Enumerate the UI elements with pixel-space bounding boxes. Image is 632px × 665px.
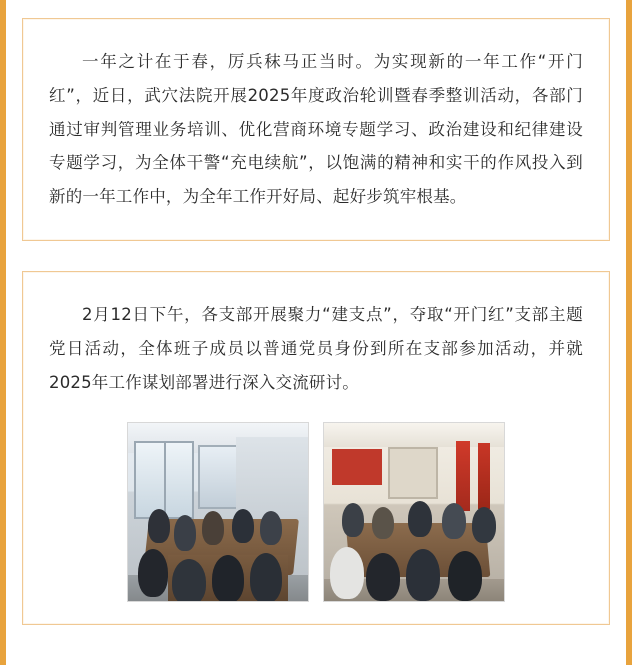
person-figure (260, 511, 282, 545)
person-figure (330, 547, 364, 599)
person-figure (174, 515, 196, 551)
person-figure (406, 549, 440, 601)
photo-meeting-room-1 (127, 422, 309, 602)
page-content (6, 0, 626, 625)
person-figure (202, 511, 224, 545)
window-icon (198, 445, 238, 509)
person-figure (366, 553, 400, 601)
content-card-2 (22, 271, 610, 624)
person-figure (148, 509, 170, 543)
wall-board (388, 447, 438, 499)
red-banner (332, 449, 382, 485)
person-figure (372, 507, 394, 539)
person-figure (232, 509, 254, 543)
photo-meeting-room-2 (323, 422, 505, 602)
person-figure (442, 503, 466, 539)
window-icon (134, 441, 194, 519)
person-figure (448, 551, 482, 601)
person-figure (172, 559, 206, 602)
flag-icon (478, 443, 490, 509)
paragraph-1: 一年之计在于春，厉兵秣马正当时。为实现新的一年工作“开门红”，近日，武穴法院开展2025年度政治轮训暨春季整训活动，各部门通过审判管理业务培训、优化营商环境专题学习、政治建设和纪律建设专题学习，为全体干警“充电续航”，以饱满的精神和实干的作风投入到新的一年工作中，为全年工作开好局、起好步筑牢根基。 (49, 52, 583, 207)
person-figure (408, 501, 432, 537)
person-figure (138, 549, 168, 597)
wall-region (236, 437, 308, 517)
paragraph-2: 2月12日下午，各支部开展聚力“建支点”，夺取“开门红”支部主题党日活动，全体班子成员以普通党员身份到所在支部参加活动，并就2025年工作谋划部署进行深入交流研讨。 (49, 305, 583, 392)
photo-group (49, 422, 583, 602)
content-card-1 (22, 18, 610, 241)
person-figure (212, 555, 244, 602)
person-figure (472, 507, 496, 543)
ceiling-region (324, 423, 504, 447)
person-figure (342, 503, 364, 537)
person-figure (250, 553, 282, 602)
flag-icon (456, 441, 470, 511)
